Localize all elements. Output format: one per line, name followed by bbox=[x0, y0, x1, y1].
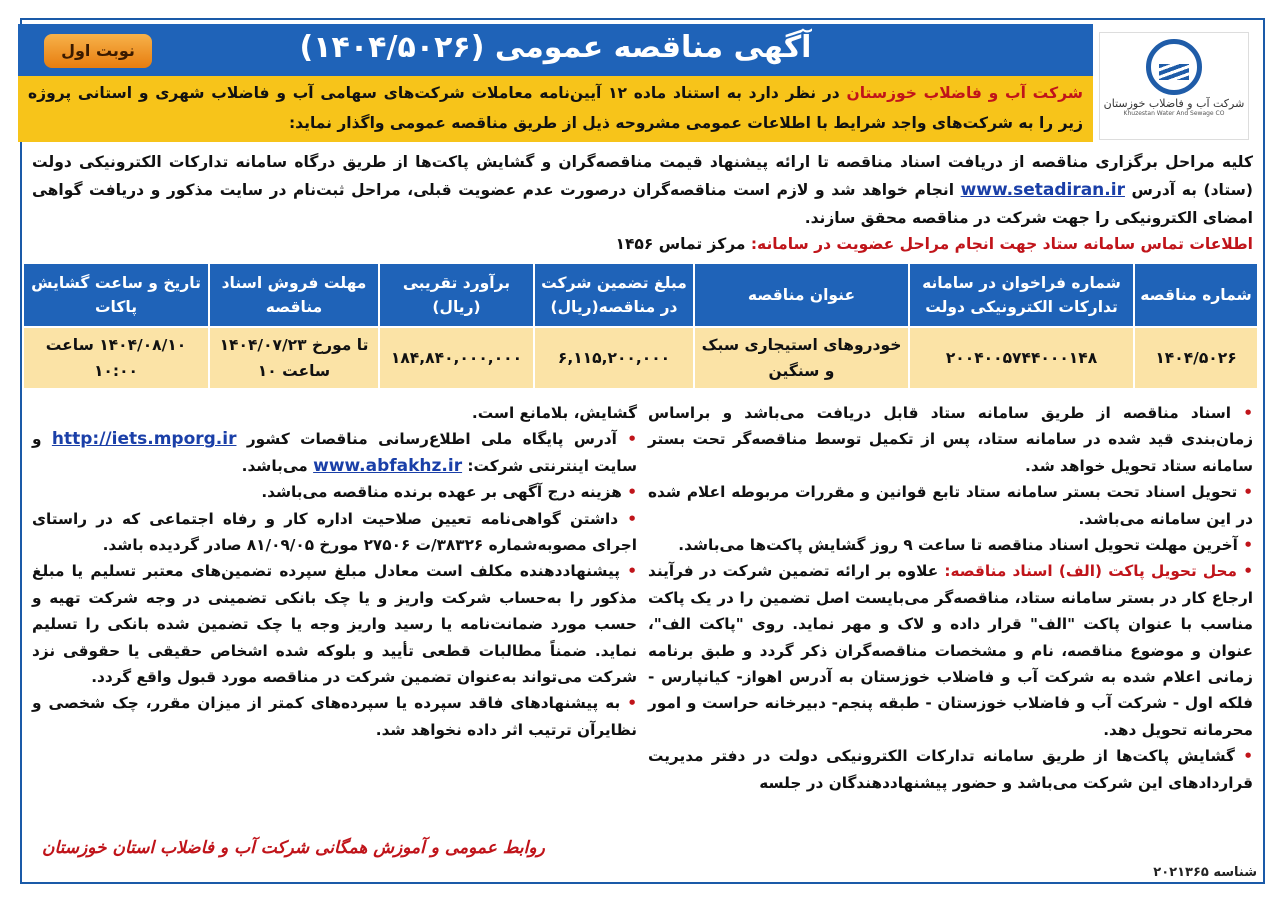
logo-text-fa: شرکت آب و فاضلاب خوزستان bbox=[1103, 97, 1245, 110]
table-row bbox=[23, 327, 1258, 389]
col-header: تاریخ و ساعت گشایش پاکات bbox=[23, 263, 209, 327]
company-logo bbox=[1099, 32, 1249, 140]
left-column bbox=[32, 400, 637, 743]
list-item: • آدرس پایگاه ملی اطلاع‌رسانی مناقصات کشور http://iets.mporg.ir و سایت اینترنتی شرکت: www.abfakhz.ir می‌باشد. bbox=[32, 429, 638, 476]
list-item: • داشتن گواهی‌نامه تعیین صلاحیت اداره کار و رفاه اجتماعی که در راستای اجرای مصوبه‌شماره ۳۸۳۲۶/ت ۲۷۵۰۶ مورخ ۸۱/۰۹/۰۵ صادر گردیده باشد. bbox=[32, 509, 637, 555]
item-text: اسناد مناقصه از طریق سامانه ستاد قابل دریافت می‌باشد و براساس زمان‌بندی قید شده در سامانه ستاد، پس از تکمیل توسط مناقصه‌گر تحت بستر سامانه ستاد تحویل خواهد شد. bbox=[648, 404, 1253, 475]
item-text: پیشنهاددهنده مکلف است معادل مبلغ سپرده تضمین‌های معتبر تسلیم یا مبلغ مذکور را به‌حساب شرکت واریز و یا چک بانکی تضمینی در وجه شرکت تهیه و حسب مورد ضمانت‌نامه یا رسید واریز وجه یا چک تضمین شده بانکی را تسلیم نماید. ضمناً مطالبات قطعی تأیید و بلوکه شده اشخاص حقیقی یا حقوقی نزد شرکت می‌تواند به‌عنوان تضمین شرکت در مناقصه مورد قبول واقع گردد. bbox=[32, 562, 637, 687]
item-text: تحویل اسناد تحت بستر سامانه ستاد تابع قوانین و مقررات مربوطه اعلام شده در این سامانه می‌باشد. bbox=[648, 483, 1253, 528]
list-item: • به پیشنهادهای فاقد سپرده یا سپرده‌های کمتر از میزان مقرر، چک شخصی و نظایرآن ترتیب اثر داده نخواهد شد. bbox=[32, 694, 637, 739]
list-item: • محل تحویل پاکت (الف) اسناد مناقصه: علاوه بر ارائه تضمین شرکت در فرآیند ارجاع کار در بستر سامانه ستاد، مناقصه‌گر می‌بایست اصل تضمین را در یک پاکت مناسب با عنوان پاکت "الف" قرار داده و لاک و مهر نماید. روی "پاکت الف"، عنوان و موضوع مناقصه، نام و مشخصات مناقصه‌گران ذکر گردد و طبق برنامه زمانی اعلام شده به شرکت آب و فاضلاب خوزستان به آدرس اهواز- کیانپارس - فلکه اول - شرکت آب و فاضلاب خوزستان - طبقه پنجم- دبیرخانه حراست و امور محرمانه تحویل دهد. bbox=[648, 562, 1253, 739]
cell: خودروهای استیجاری سبک و سنگین bbox=[694, 327, 909, 389]
intro-text-2: انجام خواهد شد و لازم است مناقصه‌گران درصورت عدم عضویت قبلی، مراحل ثبت‌نام در سایت مذکور و دریافت گواهی امضای الکترونیکی را جهت شرکت در مناقصه محقق سازند. bbox=[32, 181, 1253, 227]
intro-banner bbox=[18, 76, 1093, 142]
item-text: به پیشنهادهای فاقد سپرده یا سپرده‌های کمتر از میزان مقرر، چک شخصی و نظایرآن ترتیب اثر داده نخواهد شد. bbox=[32, 694, 637, 739]
list-item: • گشایش پاکت‌ها از طریق سامانه تدارکات الکترونیکی دولت در دفتر مدیریت قراردادهای این شرکت می‌باشد و حضور پیشنهاددهندگان در جلسه bbox=[648, 747, 1253, 792]
item-text: داشتن گواهی‌نامه تعیین صلاحیت اداره کار و رفاه اجتماعی که در راستای اجرای مصوبه‌شماره ۳۸۳۲۶/ت ۲۷۵۰۶ مورخ ۸۱/۰۹/۰۵ صادر گردیده باشد. bbox=[32, 509, 637, 555]
abfakhz-link[interactable]: www.abfakhz.ir bbox=[313, 455, 463, 476]
list-item: • پیشنهاددهنده مکلف است معادل مبلغ سپرده تضمین‌های معتبر تسلیم یا مبلغ مذکور را به‌حساب شرکت واریز و یا چک بانکی تضمینی در وجه شرکت تهیه و حسب مورد ضمانت‌نامه یا رسید واریز وجه یا چک تضمین شده بانکی را تسلیم نماید. ضمناً مطالبات قطعی تأیید و بلوکه شده اشخاص حقیقی یا حقوقی نزد شرکت می‌تواند به‌عنوان تضمین شرکت در مناقصه مورد قبول واقع گردد. bbox=[32, 562, 637, 687]
col-header: مبلغ تضمین شرکت در مناقصه(ریال) bbox=[534, 263, 694, 327]
item-text: آخرین مهلت تحویل اسناد مناقصه تا ساعت ۹ روز گشایش پاکت‌ها می‌باشد. bbox=[678, 536, 1238, 555]
list-item bbox=[32, 400, 637, 426]
public-relations-signature: روابط عمومی و آموزش همگانی شرکت آب و فاضلاب استان خوزستان bbox=[42, 838, 545, 858]
intro-text-1: کلیه مراحل برگزاری مناقصه از دریافت اسناد مناقصه تا ارائه پیشنهاد قیمت مناقصه‌گران و گشایش پاکت‌ها از طریق درگاه سامانه تدارکات الکترونیکی دولت (ستاد) به آدرس bbox=[32, 153, 1254, 199]
cell: ۱۴۰۴/۰۸/۱۰ ساعت ۱۰:۰۰ bbox=[23, 327, 209, 389]
tender-table bbox=[22, 262, 1259, 390]
col-header: شماره مناقصه bbox=[1134, 263, 1258, 327]
list-item: • تحویل اسناد تحت بستر سامانه ستاد تابع قوانین و مقررات مربوطه اعلام شده در این سامانه می‌باشد. bbox=[648, 483, 1253, 528]
cell: ۲۰۰۴۰۰۵۷۴۴۰۰۰۱۴۸ bbox=[909, 327, 1134, 389]
page-title: آگهی مناقصه عمومی (۱۴۰۴/۵۰۲۶) bbox=[299, 30, 812, 65]
col-header: شماره فراخوان در سامانه تدارکات الکترونیکی دولت bbox=[909, 263, 1134, 327]
contact-label: اطلاعات تماس سامانه ستاد جهت انجام مراحل عضویت در سامانه: bbox=[750, 235, 1253, 253]
item-text: گشایش پاکت‌ها از طریق سامانه تدارکات الکترونیکی دولت در دفتر مدیریت قراردادهای این شرکت می‌باشد و حضور پیشنهاددهندگان در جلسه bbox=[648, 747, 1253, 792]
cell: ۱۸۴,۸۴۰,۰۰۰,۰۰۰ bbox=[379, 327, 534, 389]
contact-value: مرکز تماس ۱۴۵۶ bbox=[615, 235, 751, 253]
col-header: برآورد تقریبی (ریال) bbox=[379, 263, 534, 327]
table-header bbox=[23, 263, 1258, 327]
water-drop-icon bbox=[1146, 39, 1202, 95]
logo-text-en: Khuzestan Water And Sewage CO bbox=[1123, 110, 1225, 117]
item-text: گشایش، بلامانع است. bbox=[471, 404, 637, 422]
notice-id: شناسه ۲۰۲۱۳۶۵ bbox=[1153, 865, 1257, 880]
round-badge: نوبت اول bbox=[44, 34, 152, 68]
header bbox=[18, 20, 1263, 142]
tender-notice bbox=[20, 18, 1265, 884]
right-column bbox=[648, 400, 1253, 796]
list-item: • آخرین مهلت تحویل اسناد مناقصه تا ساعت ۹ روز گشایش پاکت‌ها می‌باشد. bbox=[678, 536, 1253, 555]
intro-text: در نظر دارد به استناد ماده ۱۲ آیین‌نامه معاملات شرکت‌های سهامی آب و فاضلاب شهری و استانی پروژه زیر را به شرکت‌های واجد شرایط با اطلاعات عمومی مشروحه ذیل از طریق مناقصه عمومی واگذار نماید: bbox=[28, 84, 1083, 132]
list-item: • هزینه درج آگهی بر عهده برنده مناقصه می‌باشد. bbox=[261, 483, 637, 502]
company-name: شرکت آب و فاضلاب خوزستان bbox=[846, 84, 1083, 102]
contact-info bbox=[616, 235, 1254, 253]
cell: ۶,۱۱۵,۲۰۰,۰۰۰ bbox=[534, 327, 694, 389]
item-label: محل تحویل پاکت (الف) اسناد مناقصه: bbox=[944, 562, 1238, 581]
item-text: هزینه درج آگهی بر عهده برنده مناقصه می‌باشد. bbox=[261, 483, 622, 502]
cell: تا مورخ ۱۴۰۴/۰۷/۲۳ ساعت ۱۰ bbox=[209, 327, 379, 389]
title-bar bbox=[18, 24, 1093, 76]
col-header: عنوان مناقصه bbox=[694, 263, 909, 327]
col-header: مهلت فروش اسناد مناقصه bbox=[209, 263, 379, 327]
conditions bbox=[32, 400, 1253, 860]
item-text: و سایت اینترنتی شرکت: bbox=[32, 430, 637, 475]
item-text: آدرس پایگاه ملی اطلاع‌رسانی مناقصات کشور bbox=[236, 430, 617, 449]
intro-paragraph bbox=[32, 148, 1253, 232]
setad-link[interactable]: www.setadiran.ir bbox=[960, 180, 1125, 200]
iets-link[interactable]: http://iets.mporg.ir bbox=[51, 429, 237, 450]
item-text: علاوه بر ارائه تضمین شرکت در فرآیند ارجاع کار در بستر سامانه ستاد، مناقصه‌گر می‌بایست اصل تضمین را در یک پاکت مناسب با عنوان پاکت "الف" قرار داده و لاک و مهر نماید. روی "پاکت الف"، عنوان و موضوع مناقصه، نام و مشخصات مناقصه‌گران ذکر گردد و طبق برنامه زمانی اعلام شده به شرکت آب و فاضلاب خوزستان به آدرس اهواز- کیانپارس - فلکه اول - شرکت آب و فاضلاب خوزستان - طبقه پنجم- دبیرخانه حراست و امور محرمانه تحویل دهد. bbox=[648, 562, 1253, 739]
list-item: • اسناد مناقصه از طریق سامانه ستاد قابل دریافت می‌باشد و براساس زمان‌بندی قید شده در سامانه ستاد، پس از تکمیل توسط مناقصه‌گر تحت بستر سامانه ستاد تحویل خواهد شد. bbox=[648, 404, 1254, 475]
cell: ۱۴۰۴/۵۰۲۶ bbox=[1134, 327, 1258, 389]
item-text: می‌باشد. bbox=[241, 456, 314, 475]
